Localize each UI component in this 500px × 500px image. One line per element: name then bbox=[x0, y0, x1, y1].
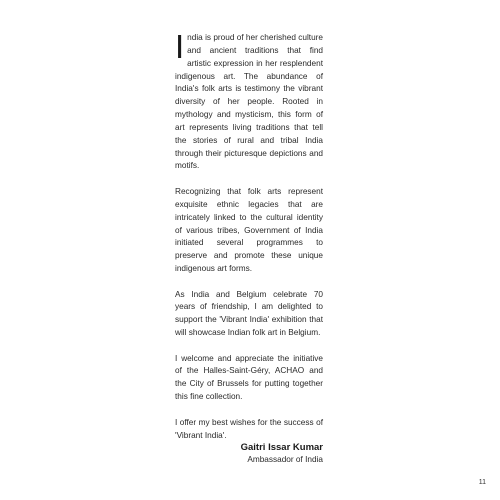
signature-block bbox=[175, 441, 323, 466]
paragraph-3: As India and Belgium celebrate 70 years of friendship, I am delighted to support the 'Vibrant India' exhibition that will showcase Indian folk art in Belgium. bbox=[175, 289, 323, 338]
paragraph-4: I welcome and appreciate the initiative of the Halles-Saint-Géry, ACHAO and the City of Brussels for putting together this fine collection. bbox=[175, 353, 323, 402]
paragraph-1 bbox=[175, 28, 323, 173]
paragraph-2: Recognizing that folk arts represent exquisite ethnic legacies that are intricately linked to the cultural identity of various tribes, Government of India initiated several programmes to preserve and promote these unique indigenous art forms. bbox=[175, 186, 323, 274]
letter-body bbox=[175, 28, 323, 455]
drop-cap: I bbox=[175, 28, 185, 65]
signatory-name: Gaitri Issar Kumar bbox=[240, 442, 323, 453]
paragraph-1-text: ndia is proud of her cherished culture and ancient traditions that find artistic expression in her resplendent indigenous art. The abundance of India's folk arts is testimony the vibrant diversity of her people. Rooted in mythology and mysticism, this form of art represents living traditions that tell the stories of rural and tribal India through their picturesque depictions and motifs. bbox=[175, 33, 323, 171]
page-number: 11 bbox=[478, 479, 486, 486]
signatory-title: Ambassador of India bbox=[247, 455, 323, 464]
paragraph-5: I offer my best wishes for the success of 'Vibrant India'. bbox=[175, 417, 323, 440]
